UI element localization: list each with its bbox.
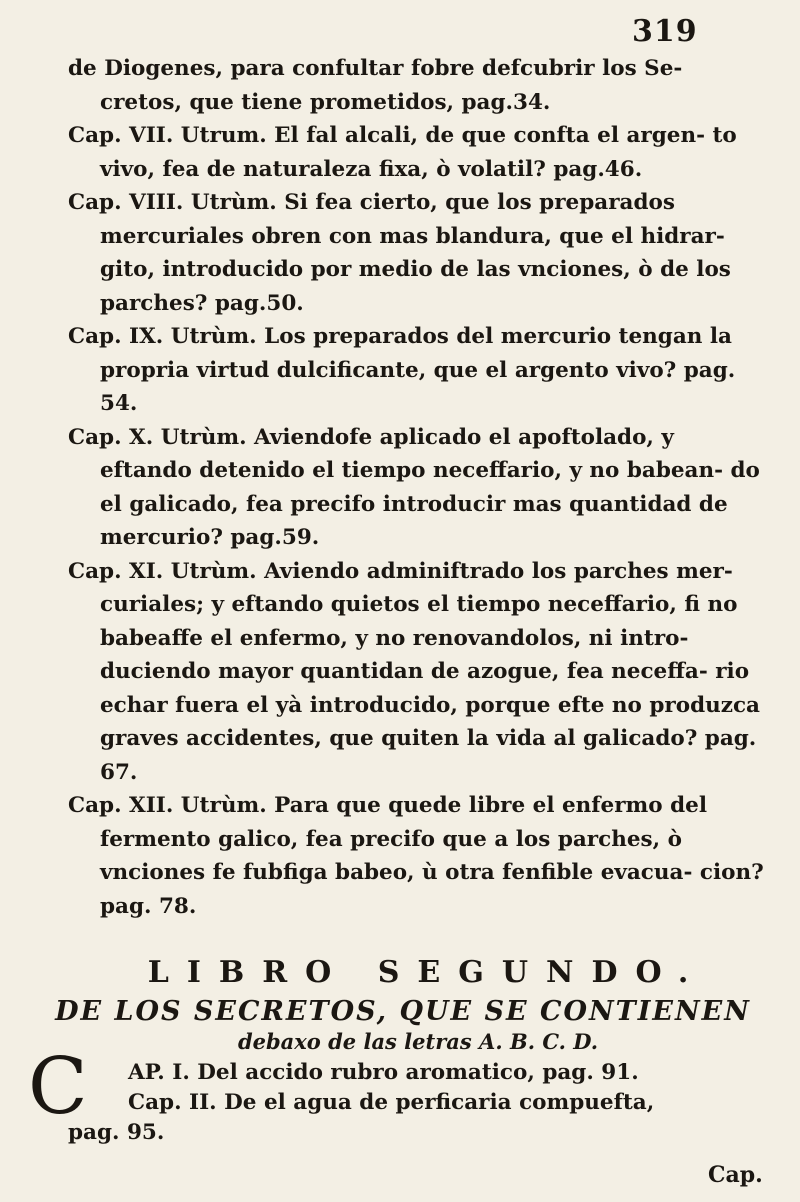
entry-line-start: de Diogenes, para confultar fobre defcubrir los Se- <box>68 56 683 81</box>
drop-cap: C <box>28 1042 88 1132</box>
entry-line-rest: cretos, que tiene prometidos, pag.34. <box>100 89 551 115</box>
table-of-contents <box>28 52 768 1148</box>
toc-entry-cap-xii: Cap. XII. Utrùm. Para que quede libre el enfermo del fermento galico, fea precifo que a los parches, ò vnciones fe fubfiga babeo, ù otra fenfible evacua- cion? pag. 78. <box>68 793 764 919</box>
book-heading: LIBRO SEGUNDO. <box>147 955 707 990</box>
cap-ii-text: Cap. II. De el agua de perficaria compuefta, <box>128 1090 655 1115</box>
toc-entry-cap-x: Cap. X. Utrùm. Aviendofe aplicado el apoftolado, y eftando detenido el tiempo neceffario, y no babean- do el galicado, fea precifo introducir mas quantidad de mercurio? pag.59. <box>68 424 760 550</box>
toc-entry-cap-vii: Cap. VII. Utrum. El fal alcali, de que confta el argen- to vivo, fea de naturaleza fixa, ò volatil? pag.46. <box>68 123 737 182</box>
page-number: 319 <box>632 14 698 49</box>
cap-ii-page: pag. 95. <box>68 1120 165 1145</box>
catchword: Cap. <box>708 1162 763 1188</box>
toc-entry-cap-xi: Cap. XI. Utrùm. Aviendo adminiftrado los parches mer- curiales; y eftando quietos el tiempo neceffario, fi no babeaffe el enfermo, y no renovandolos, ni intro- duciendo mayor quantidan de azogue, fea neceffa- rio echar fuera el yà introducido, porque efte no produzca graves accidentes, que quiten la vida al galicado? pag. 67. <box>68 558 760 785</box>
cap-i-text: AP. I. Del accido rubro aromatico, pag. 91. <box>128 1060 639 1085</box>
toc-entry-cap-ii <box>68 1088 768 1148</box>
section-title: DE LOS SECRETOS, QUE SE CONTIENEN <box>55 996 751 1027</box>
section-subtitle: debaxo de las letras A. B. C. D. <box>237 1029 599 1054</box>
toc-entry-cap-ix: Cap. IX. Utrùm. Los preparados del mercurio tengan la propria virtud dulcificante, que el argento vivo? pag. 54. <box>68 324 736 416</box>
toc-entry-continued <box>68 52 768 119</box>
toc-entry-cap-viii: Cap. VIII. Utrùm. Si fea cierto, que los preparados mercuriales obren con mas blandura, que el hidrar- gito, introducido por medio de las vnciones, ò de los parches? pag.50. <box>68 190 731 316</box>
